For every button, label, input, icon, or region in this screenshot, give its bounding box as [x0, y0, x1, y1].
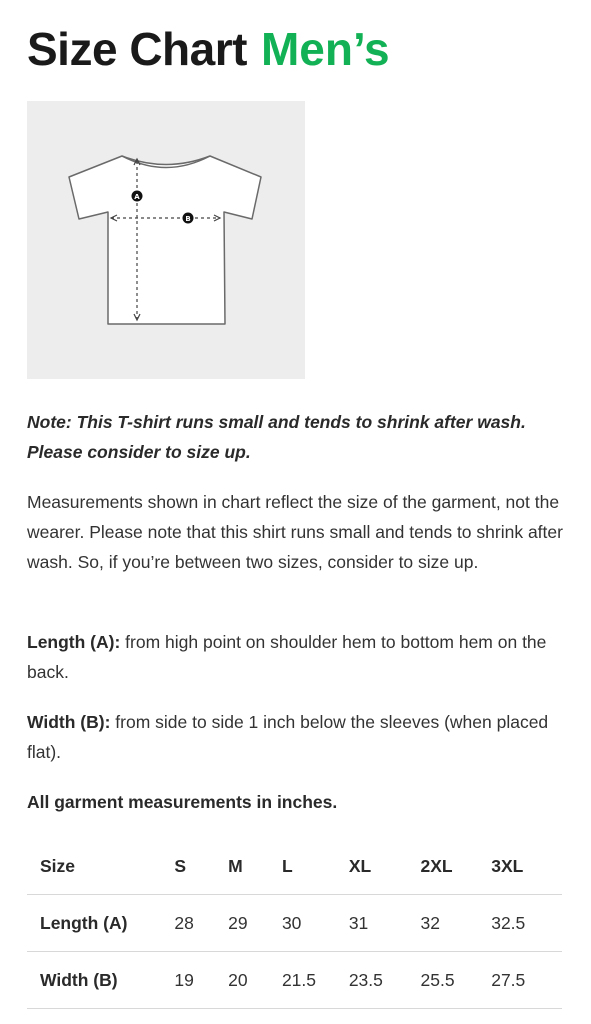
table-header-cell: S [174, 838, 228, 895]
table-cell: 21.5 [282, 952, 349, 1009]
table-cell: 30 [282, 895, 349, 952]
width-definition [27, 707, 572, 767]
table-header-cell: Size [27, 838, 174, 895]
marker-b-label: B [185, 215, 191, 223]
table-header-cell: 2XL [421, 838, 492, 895]
table-cell: 31 [349, 895, 421, 952]
table-cell: 28 [174, 895, 228, 952]
page-title: Size Chart [27, 23, 247, 75]
size-table [27, 838, 562, 1009]
shrink-note: Note: This T-shirt runs small and tends to shrink after wash. Please consider to size up. [27, 412, 526, 462]
table-row [27, 895, 562, 952]
table-header-cell: 3XL [491, 838, 562, 895]
table-row-label: Length (A) [27, 895, 174, 952]
table-cell: 32.5 [491, 895, 562, 952]
table-row [27, 952, 562, 1009]
table-cell: 32 [421, 895, 492, 952]
width-definition-text: from side to side 1 inch below the sleeves (when placed flat). [27, 712, 549, 762]
table-cell: 27.5 [491, 952, 562, 1009]
table-cell: 19 [174, 952, 228, 1009]
table-row-label: Width (B) [27, 952, 174, 1009]
units-note: All garment measurements in inches. [27, 792, 338, 812]
table-header-row [27, 838, 562, 895]
measurement-description: Measurements shown in chart reflect the size of the garment, not the wearer. Please note that this shirt runs small and tends to shrink after wash. So, if you’re between two sizes, consider to size up. [27, 492, 563, 572]
marker-a-label: A [134, 193, 140, 201]
page-subtitle: Men’s [260, 23, 390, 75]
title-row [27, 22, 390, 82]
table-cell: 25.5 [421, 952, 492, 1009]
table-cell: 29 [228, 895, 282, 952]
width-definition-label: Width (B): [27, 712, 111, 732]
table-header-cell: XL [349, 838, 421, 895]
table-header-cell: L [282, 838, 349, 895]
table-header-cell: M [228, 838, 282, 895]
tshirt-measurement-icon [27, 101, 305, 379]
length-definition [27, 627, 572, 687]
length-definition-text: from high point on shoulder hem to bottom hem on the back. [27, 632, 547, 682]
tshirt-outline [69, 156, 261, 324]
table-cell: 23.5 [349, 952, 421, 1009]
length-definition-label: Length (A): [27, 632, 121, 652]
tshirt-diagram [27, 101, 305, 379]
table-cell: 20 [228, 952, 282, 1009]
